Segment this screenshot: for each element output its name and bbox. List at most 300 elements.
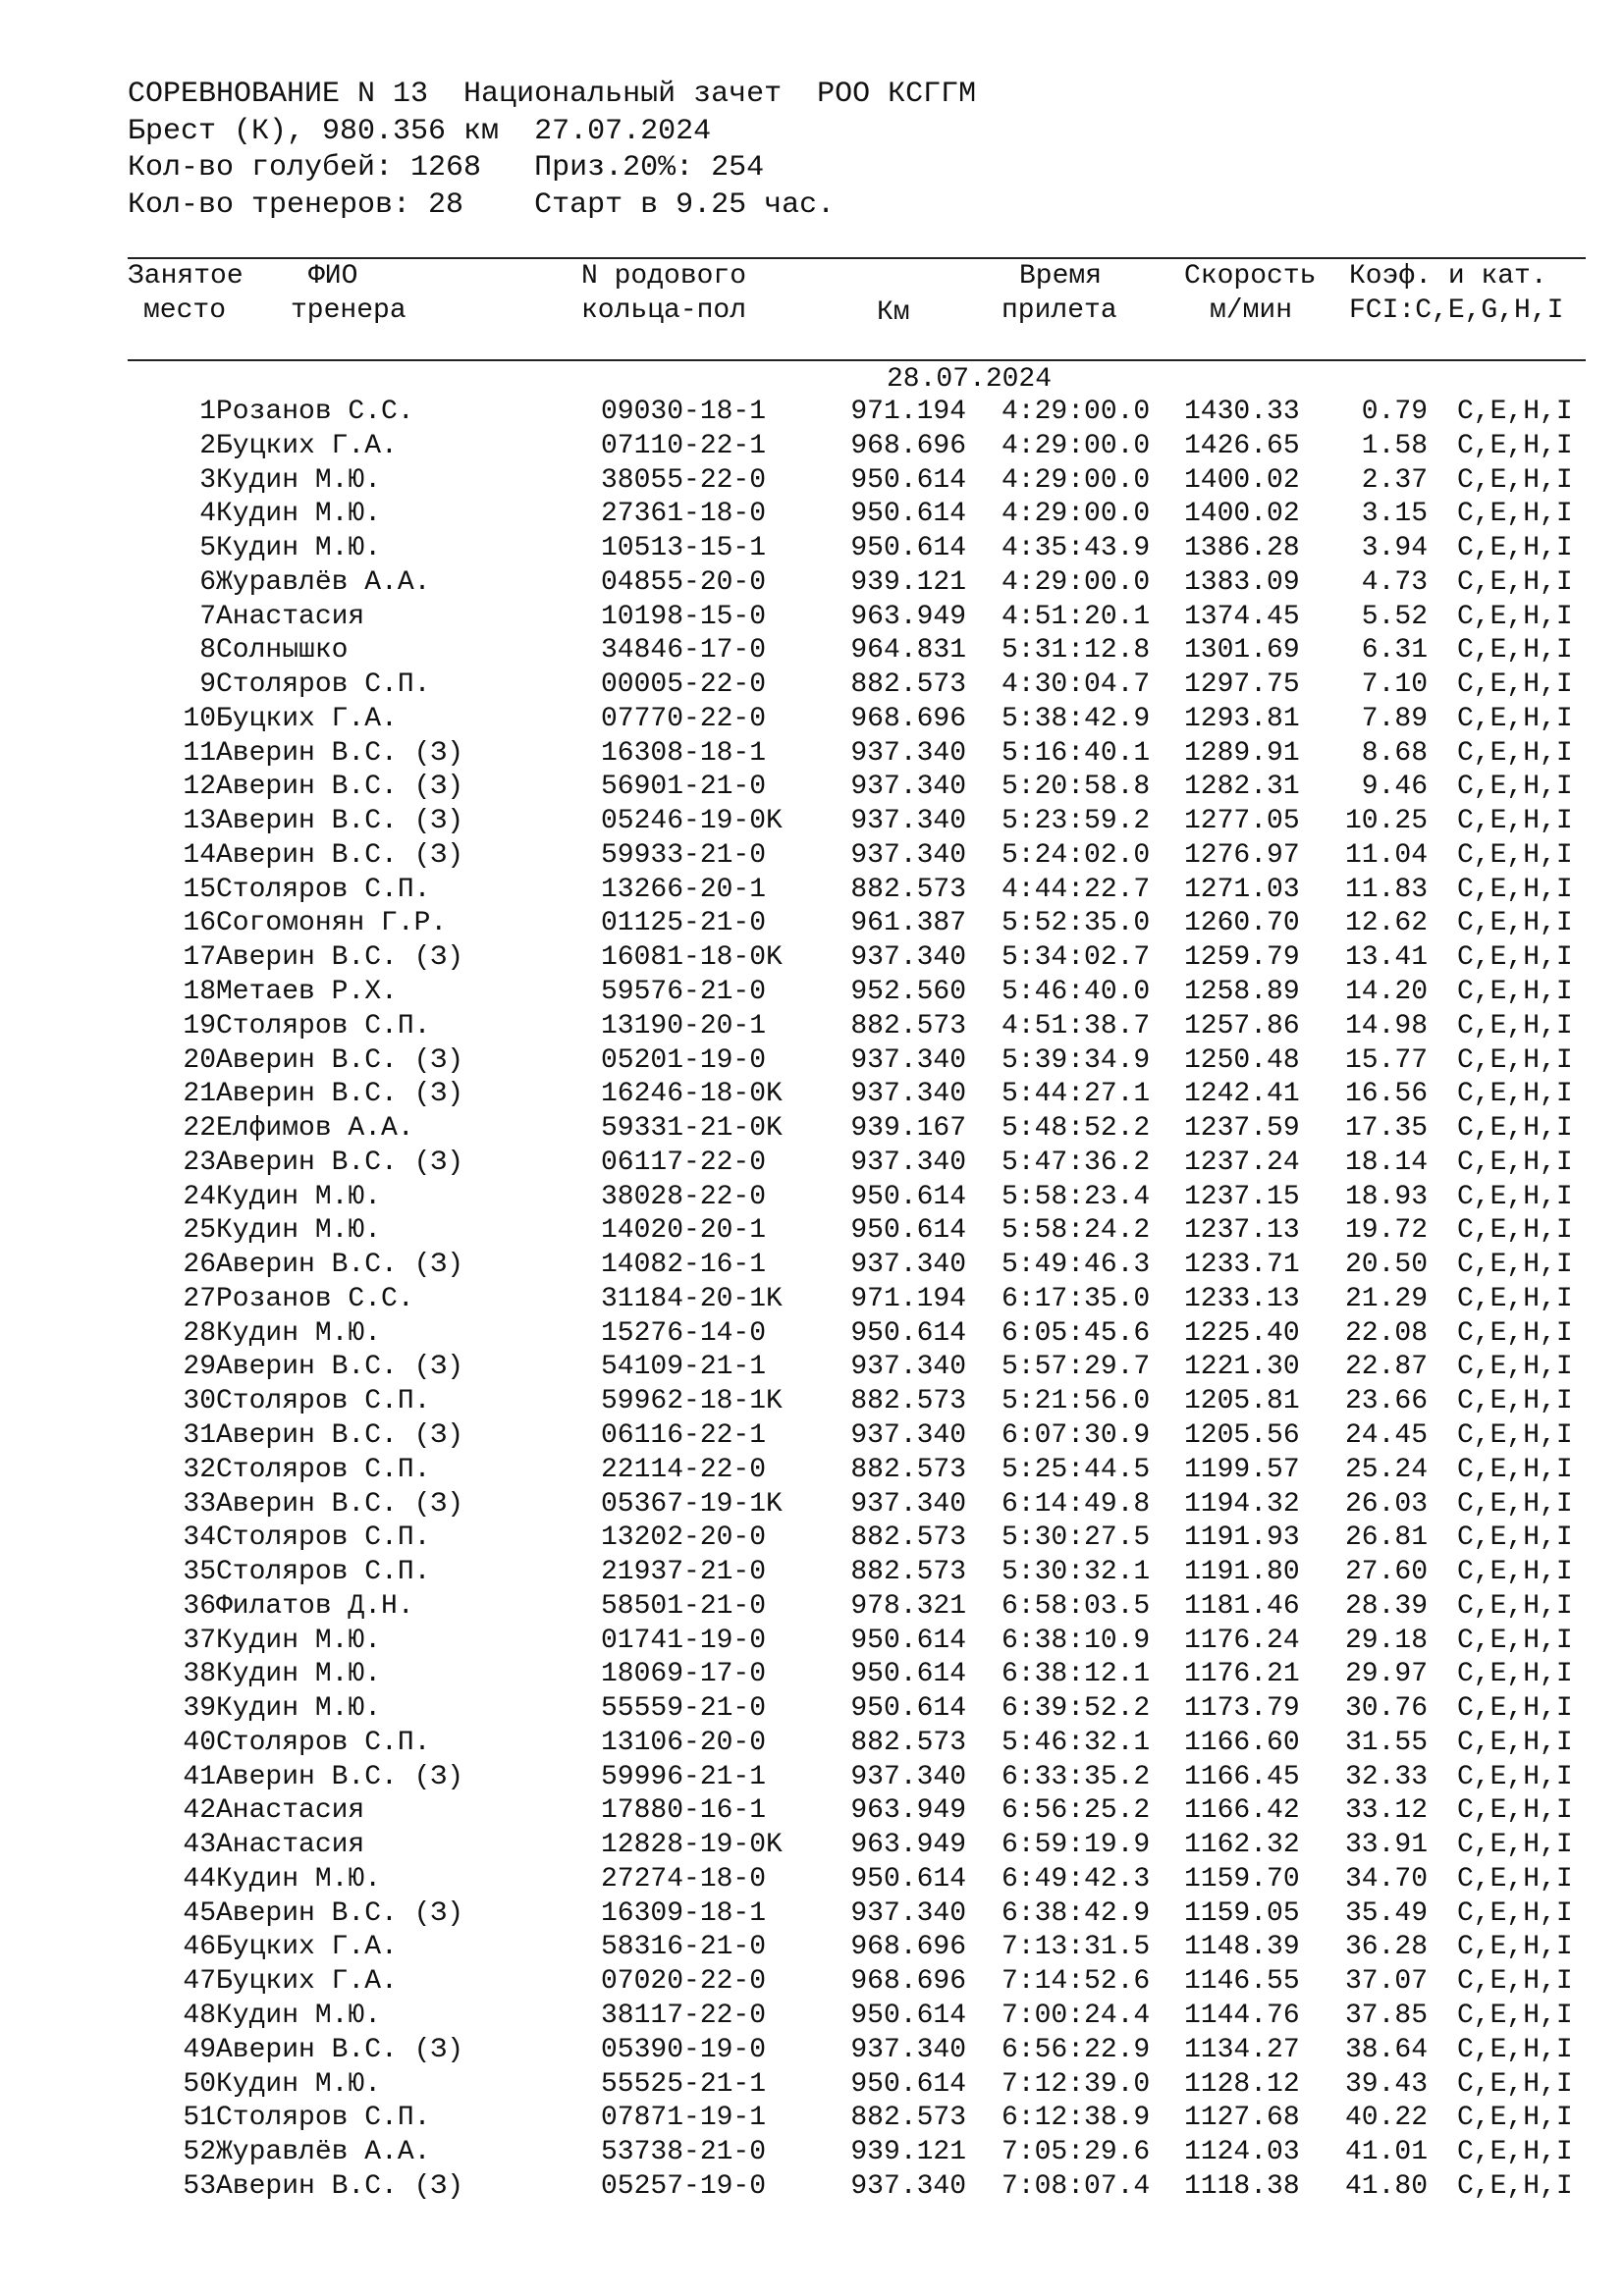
table-row bbox=[0, 1317, 1624, 1352]
speed-cell: 1194.32 bbox=[1184, 1488, 1300, 1520]
col-speed-header-1: Скорость bbox=[1184, 261, 1317, 292]
trainer-name-cell: Кудин М.Ю. bbox=[216, 533, 382, 564]
distance-cell: 971.194 bbox=[850, 397, 966, 427]
coefficient-cell: 33.12 bbox=[1344, 1795, 1428, 1827]
category-cell: C,E,H,I bbox=[1457, 601, 1573, 632]
ring-number-cell: 58316-21-0 bbox=[601, 1932, 767, 1963]
speed-cell: 1277.05 bbox=[1184, 806, 1300, 837]
trainer-name-cell: Буцких Г.А. bbox=[216, 1966, 398, 1998]
category-cell: C,E,H,I bbox=[1457, 1147, 1573, 1178]
trainer-name-cell: Столяров С.П. bbox=[216, 874, 431, 905]
ring-number-cell: 13202-20-0 bbox=[601, 1522, 767, 1554]
category-cell: C,E,H,I bbox=[1457, 635, 1573, 667]
arrival-time-cell: 7:08:07.4 bbox=[1001, 2170, 1151, 2202]
coefficient-cell: 36.28 bbox=[1344, 1932, 1428, 1963]
arrival-time-cell: 7:05:29.6 bbox=[1001, 2137, 1151, 2168]
distance-cell: 882.573 bbox=[850, 874, 966, 905]
ring-number-cell: 16246-18-0K bbox=[601, 1079, 783, 1110]
distance-cell: 950.614 bbox=[850, 1215, 966, 1247]
arrival-time-cell: 6:33:35.2 bbox=[1001, 1761, 1151, 1792]
col-name-header-2: тренера bbox=[291, 295, 406, 326]
table-row bbox=[0, 703, 1624, 737]
ring-number-cell: 05246-19-0K bbox=[601, 806, 783, 837]
coefficient-cell: 23.66 bbox=[1344, 1386, 1428, 1417]
trainer-name-cell: Столяров С.П. bbox=[216, 1386, 431, 1417]
category-cell: C,E,H,I bbox=[1457, 806, 1573, 837]
distance-cell: 882.573 bbox=[850, 1557, 966, 1588]
col-place-header-1: Занятое bbox=[128, 261, 244, 292]
category-cell: C,E,H,I bbox=[1457, 1215, 1573, 1247]
place-cell: 16 bbox=[183, 908, 216, 939]
ring-number-cell: 27274-18-0 bbox=[601, 1863, 767, 1895]
coefficient-cell: 10.25 bbox=[1344, 806, 1428, 837]
coefficient-cell: 35.49 bbox=[1344, 1897, 1428, 1929]
ring-number-cell: 05390-19-0 bbox=[601, 2034, 767, 2065]
coefficient-cell: 25.24 bbox=[1344, 1454, 1428, 1485]
trainers-start-time: Кол-во тренеров: 28 Старт в 9.25 час. bbox=[128, 188, 836, 222]
trainer-name-cell: Аверин В.С. (З) bbox=[216, 1419, 464, 1451]
distance-cell: 950.614 bbox=[850, 499, 966, 530]
coefficient-cell: 26.81 bbox=[1344, 1522, 1428, 1554]
trainer-name-cell: Аверин В.С. (З) bbox=[216, 1761, 464, 1792]
place-cell: 9 bbox=[199, 669, 216, 701]
trainer-name-cell: Аверин В.С. (З) bbox=[216, 737, 464, 769]
trainer-name-cell: Елфимов А.А. bbox=[216, 1113, 414, 1145]
speed-cell: 1148.39 bbox=[1184, 1932, 1300, 1963]
coefficient-cell: 0.79 bbox=[1361, 397, 1428, 427]
ring-number-cell: 13266-20-1 bbox=[601, 874, 767, 905]
ring-number-cell: 07020-22-0 bbox=[601, 1966, 767, 1998]
place-cell: 19 bbox=[183, 1010, 216, 1041]
table-row bbox=[0, 2034, 1624, 2068]
trainer-name-cell: Кудин М.Ю. bbox=[216, 1181, 382, 1212]
arrival-time-cell: 4:30:04.7 bbox=[1001, 669, 1151, 701]
coefficient-cell: 20.50 bbox=[1344, 1250, 1428, 1281]
trainer-name-cell: Анастасия bbox=[216, 1830, 365, 1861]
distance-cell: 964.831 bbox=[850, 635, 966, 667]
speed-cell: 1430.33 bbox=[1184, 397, 1300, 427]
arrival-time-cell: 4:29:00.0 bbox=[1001, 430, 1151, 461]
ring-number-cell: 06117-22-0 bbox=[601, 1147, 767, 1178]
distance-cell: 950.614 bbox=[850, 533, 966, 564]
speed-cell: 1237.59 bbox=[1184, 1113, 1300, 1145]
arrival-time-cell: 5:38:42.9 bbox=[1001, 703, 1151, 734]
ring-number-cell: 18069-17-0 bbox=[601, 1659, 767, 1690]
place-cell: 50 bbox=[183, 2068, 216, 2100]
pigeons-prize-count: Кол-во голубей: 1268 Приз.20%: 254 bbox=[128, 151, 765, 185]
coefficient-cell: 18.93 bbox=[1344, 1181, 1428, 1212]
category-cell: C,E,H,I bbox=[1457, 977, 1573, 1008]
arrival-time-cell: 6:56:22.9 bbox=[1001, 2034, 1151, 2065]
coefficient-cell: 5.52 bbox=[1361, 601, 1428, 632]
coefficient-cell: 37.85 bbox=[1344, 2000, 1428, 2031]
distance-cell: 939.121 bbox=[850, 2137, 966, 2168]
category-cell: C,E,H,I bbox=[1457, 1352, 1573, 1383]
ring-number-cell: 58501-21-0 bbox=[601, 1590, 767, 1622]
coefficient-cell: 12.62 bbox=[1344, 908, 1428, 939]
coefficient-cell: 34.70 bbox=[1344, 1863, 1428, 1895]
table-row bbox=[0, 1727, 1624, 1761]
category-cell: C,E,H,I bbox=[1457, 874, 1573, 905]
category-cell: C,E,H,I bbox=[1457, 908, 1573, 939]
trainer-name-cell: Кудин М.Ю. bbox=[216, 1625, 382, 1656]
col-coef-header-1: Коэф. и кат. bbox=[1349, 261, 1547, 292]
arrival-time-cell: 4:29:00.0 bbox=[1001, 397, 1151, 427]
speed-cell: 1118.38 bbox=[1184, 2170, 1300, 2202]
coefficient-cell: 15.77 bbox=[1344, 1044, 1428, 1076]
table-row bbox=[0, 601, 1624, 635]
coefficient-cell: 14.98 bbox=[1344, 1010, 1428, 1041]
distance-cell: 882.573 bbox=[850, 1386, 966, 1417]
coefficient-cell: 2.37 bbox=[1361, 464, 1428, 496]
coefficient-cell: 11.83 bbox=[1344, 874, 1428, 905]
speed-cell: 1282.31 bbox=[1184, 772, 1300, 803]
table-row bbox=[0, 1385, 1624, 1419]
speed-cell: 1127.68 bbox=[1184, 2103, 1300, 2134]
place-cell: 10 bbox=[183, 703, 216, 734]
trainer-name-cell: Согомонян Г.Р. bbox=[216, 908, 448, 939]
distance-cell: 937.340 bbox=[850, 1761, 966, 1792]
trainer-name-cell: Метаев Р.Х. bbox=[216, 977, 398, 1008]
trainer-name-cell: Аверин В.С. (З) bbox=[216, 942, 464, 974]
ring-number-cell: 01741-19-0 bbox=[601, 1625, 767, 1656]
arrival-time-cell: 7:00:24.4 bbox=[1001, 2000, 1151, 2031]
competition-title: СОРЕВНОВАНИЕ N 13 Национальный зачет РОО КСГГМ bbox=[128, 78, 977, 111]
place-cell: 44 bbox=[183, 1863, 216, 1895]
table-row bbox=[0, 839, 1624, 874]
coefficient-cell: 30.76 bbox=[1344, 1693, 1428, 1725]
speed-cell: 1259.79 bbox=[1184, 942, 1300, 974]
arrival-time-cell: 5:47:36.2 bbox=[1001, 1147, 1151, 1178]
ring-number-cell: 59576-21-0 bbox=[601, 977, 767, 1008]
table-row bbox=[0, 464, 1624, 499]
trainer-name-cell: Кудин М.Ю. bbox=[216, 1659, 382, 1690]
distance-cell: 963.949 bbox=[850, 1795, 966, 1827]
category-cell: C,E,H,I bbox=[1457, 1863, 1573, 1895]
arrival-time-cell: 5:48:52.2 bbox=[1001, 1113, 1151, 1145]
place-cell: 46 bbox=[183, 1932, 216, 1963]
trainer-name-cell: Аверин В.С. (З) bbox=[216, 1147, 464, 1178]
arrival-time-cell: 5:58:24.2 bbox=[1001, 1215, 1151, 1247]
header-bottom-rule bbox=[128, 359, 1586, 361]
col-km-header: Км bbox=[877, 297, 910, 328]
trainer-name-cell: Аверин В.С. (З) bbox=[216, 2170, 464, 2202]
arrival-time-cell: 5:24:02.0 bbox=[1001, 839, 1151, 871]
trainer-name-cell: Аверин В.С. (З) bbox=[216, 1250, 464, 1281]
distance-cell: 937.340 bbox=[850, 1147, 966, 1178]
trainer-name-cell: Столяров С.П. bbox=[216, 1454, 431, 1485]
category-cell: C,E,H,I bbox=[1457, 1044, 1573, 1076]
arrival-time-cell: 5:16:40.1 bbox=[1001, 737, 1151, 769]
coefficient-cell: 3.94 bbox=[1361, 533, 1428, 564]
table-row bbox=[0, 1794, 1624, 1829]
speed-cell: 1250.48 bbox=[1184, 1044, 1300, 1076]
speed-cell: 1162.32 bbox=[1184, 1830, 1300, 1861]
trainer-name-cell: Филатов Д.Н. bbox=[216, 1590, 414, 1622]
distance-cell: 968.696 bbox=[850, 430, 966, 461]
table-row bbox=[0, 2136, 1624, 2170]
col-place-header-2: место bbox=[143, 295, 227, 326]
place-cell: 22 bbox=[183, 1113, 216, 1145]
speed-cell: 1386.28 bbox=[1184, 533, 1300, 564]
category-cell: C,E,H,I bbox=[1457, 1625, 1573, 1656]
table-row bbox=[0, 2102, 1624, 2136]
category-cell: C,E,H,I bbox=[1457, 533, 1573, 564]
arrival-time-cell: 5:23:59.2 bbox=[1001, 806, 1151, 837]
coefficient-cell: 19.72 bbox=[1344, 1215, 1428, 1247]
coefficient-cell: 41.01 bbox=[1344, 2137, 1428, 2168]
trainer-name-cell: Кудин М.Ю. bbox=[216, 499, 382, 530]
ring-number-cell: 05367-19-1K bbox=[601, 1488, 783, 1520]
category-cell: C,E,H,I bbox=[1457, 1966, 1573, 1998]
speed-cell: 1289.91 bbox=[1184, 737, 1300, 769]
speed-cell: 1257.86 bbox=[1184, 1010, 1300, 1041]
ring-number-cell: 54109-21-1 bbox=[601, 1352, 767, 1383]
table-row bbox=[0, 2068, 1624, 2103]
coefficient-cell: 18.14 bbox=[1344, 1147, 1428, 1178]
trainer-name-cell: Розанов С.С. bbox=[216, 397, 414, 427]
arrival-time-cell: 5:46:32.1 bbox=[1001, 1727, 1151, 1758]
place-cell: 33 bbox=[183, 1488, 216, 1520]
table-row bbox=[0, 1044, 1624, 1079]
place-cell: 18 bbox=[183, 977, 216, 1008]
arrival-time-cell: 6:49:42.3 bbox=[1001, 1863, 1151, 1895]
speed-cell: 1426.65 bbox=[1184, 430, 1300, 461]
category-cell: C,E,H,I bbox=[1457, 464, 1573, 496]
distance-cell: 961.387 bbox=[850, 908, 966, 939]
arrival-time-cell: 4:29:00.0 bbox=[1001, 464, 1151, 496]
category-cell: C,E,H,I bbox=[1457, 1386, 1573, 1417]
trainer-name-cell: Розанов С.С. bbox=[216, 1283, 414, 1314]
arrival-time-cell: 5:31:12.8 bbox=[1001, 635, 1151, 667]
arrival-time-cell: 4:35:43.9 bbox=[1001, 533, 1151, 564]
speed-cell: 1191.80 bbox=[1184, 1557, 1300, 1588]
speed-cell: 1199.57 bbox=[1184, 1454, 1300, 1485]
distance-cell: 937.340 bbox=[850, 2034, 966, 2065]
coefficient-cell: 24.45 bbox=[1344, 1419, 1428, 1451]
speed-cell: 1374.45 bbox=[1184, 601, 1300, 632]
trainer-name-cell: Анастасия bbox=[216, 601, 365, 632]
table-row bbox=[0, 1454, 1624, 1488]
arrival-time-cell: 7:13:31.5 bbox=[1001, 1932, 1151, 1963]
arrival-time-cell: 6:17:35.0 bbox=[1001, 1283, 1151, 1314]
speed-cell: 1301.69 bbox=[1184, 635, 1300, 667]
ring-number-cell: 38117-22-0 bbox=[601, 2000, 767, 2031]
ring-number-cell: 16081-18-0K bbox=[601, 942, 783, 974]
distance-cell: 937.340 bbox=[850, 1352, 966, 1383]
category-cell: C,E,H,I bbox=[1457, 1795, 1573, 1827]
category-cell: C,E,H,I bbox=[1457, 1113, 1573, 1145]
coefficient-cell: 38.64 bbox=[1344, 2034, 1428, 2065]
arrival-time-cell: 5:58:23.4 bbox=[1001, 1181, 1151, 1212]
speed-cell: 1191.93 bbox=[1184, 1522, 1300, 1554]
place-cell: 5 bbox=[199, 533, 216, 564]
category-cell: C,E,H,I bbox=[1457, 669, 1573, 701]
coefficient-cell: 39.43 bbox=[1344, 2068, 1428, 2100]
distance-cell: 882.573 bbox=[850, 669, 966, 701]
coefficient-cell: 17.35 bbox=[1344, 1113, 1428, 1145]
col-ring-header-2: кольца-пол bbox=[581, 295, 747, 326]
place-cell: 34 bbox=[183, 1522, 216, 1554]
coefficient-cell: 29.18 bbox=[1344, 1625, 1428, 1656]
distance-cell: 937.340 bbox=[850, 1044, 966, 1076]
arrival-time-cell: 5:20:58.8 bbox=[1001, 772, 1151, 803]
distance-cell: 939.121 bbox=[850, 566, 966, 598]
place-cell: 8 bbox=[199, 635, 216, 667]
table-row bbox=[0, 1078, 1624, 1112]
race-location-date: Брест (К), 980.356 км 27.07.2024 bbox=[128, 115, 712, 148]
place-cell: 49 bbox=[183, 2034, 216, 2065]
category-cell: C,E,H,I bbox=[1457, 1590, 1573, 1622]
category-cell: C,E,H,I bbox=[1457, 2068, 1573, 2100]
trainer-name-cell: Аверин В.С. (З) bbox=[216, 1352, 464, 1383]
table-row bbox=[0, 1351, 1624, 1385]
speed-cell: 1176.24 bbox=[1184, 1625, 1300, 1656]
table-row bbox=[0, 1658, 1624, 1692]
place-cell: 26 bbox=[183, 1250, 216, 1281]
speed-cell: 1293.81 bbox=[1184, 703, 1300, 734]
place-cell: 42 bbox=[183, 1795, 216, 1827]
speed-cell: 1221.30 bbox=[1184, 1352, 1300, 1383]
place-cell: 29 bbox=[183, 1352, 216, 1383]
distance-cell: 950.614 bbox=[850, 1181, 966, 1212]
arrival-time-cell: 4:29:00.0 bbox=[1001, 499, 1151, 530]
trainer-name-cell: Кудин М.Ю. bbox=[216, 1215, 382, 1247]
table-row bbox=[0, 1761, 1624, 1795]
trainer-name-cell: Столяров С.П. bbox=[216, 2103, 431, 2134]
ring-number-cell: 05257-19-0 bbox=[601, 2170, 767, 2202]
speed-cell: 1237.15 bbox=[1184, 1181, 1300, 1212]
place-cell: 6 bbox=[199, 566, 216, 598]
place-cell: 32 bbox=[183, 1454, 216, 1485]
ring-number-cell: 17880-16-1 bbox=[601, 1795, 767, 1827]
category-cell: C,E,H,I bbox=[1457, 1317, 1573, 1349]
table-row bbox=[0, 1863, 1624, 1897]
table-row bbox=[0, 1283, 1624, 1317]
ring-number-cell: 16309-18-1 bbox=[601, 1897, 767, 1929]
ring-number-cell: 27361-18-0 bbox=[601, 499, 767, 530]
arrival-time-cell: 6:12:38.9 bbox=[1001, 2103, 1151, 2134]
table-row bbox=[0, 737, 1624, 772]
coefficient-cell: 4.73 bbox=[1361, 566, 1428, 598]
ring-number-cell: 56901-21-0 bbox=[601, 772, 767, 803]
place-cell: 47 bbox=[183, 1966, 216, 1998]
category-cell: C,E,H,I bbox=[1457, 1079, 1573, 1110]
speed-cell: 1181.46 bbox=[1184, 1590, 1300, 1622]
table-row bbox=[0, 1249, 1624, 1283]
category-cell: C,E,H,I bbox=[1457, 942, 1573, 974]
distance-cell: 939.167 bbox=[850, 1113, 966, 1145]
trainer-name-cell: Столяров С.П. bbox=[216, 669, 431, 701]
speed-cell: 1383.09 bbox=[1184, 566, 1300, 598]
ring-number-cell: 38055-22-0 bbox=[601, 464, 767, 496]
ring-number-cell: 07110-22-1 bbox=[601, 430, 767, 461]
coefficient-cell: 22.87 bbox=[1344, 1352, 1428, 1383]
ring-number-cell: 59933-21-0 bbox=[601, 839, 767, 871]
trainer-name-cell: Аверин В.С. (З) bbox=[216, 839, 464, 871]
ring-number-cell: 15276-14-0 bbox=[601, 1317, 767, 1349]
arrival-time-cell: 6:14:49.8 bbox=[1001, 1488, 1151, 1520]
distance-cell: 937.340 bbox=[850, 1419, 966, 1451]
arrival-time-cell: 5:30:32.1 bbox=[1001, 1557, 1151, 1588]
place-cell: 27 bbox=[183, 1283, 216, 1314]
speed-cell: 1237.13 bbox=[1184, 1215, 1300, 1247]
speed-cell: 1134.27 bbox=[1184, 2034, 1300, 2065]
table-row bbox=[0, 1214, 1624, 1249]
ring-number-cell: 06116-22-1 bbox=[601, 1419, 767, 1451]
coefficient-cell: 37.07 bbox=[1344, 1966, 1428, 1998]
distance-cell: 937.340 bbox=[850, 806, 966, 837]
ring-number-cell: 14082-16-1 bbox=[601, 1250, 767, 1281]
speed-cell: 1124.03 bbox=[1184, 2137, 1300, 2168]
place-cell: 28 bbox=[183, 1317, 216, 1349]
ring-number-cell: 59962-18-1K bbox=[601, 1386, 783, 1417]
trainer-name-cell: Кудин М.Ю. bbox=[216, 1317, 382, 1349]
trainer-name-cell: Столяров С.П. bbox=[216, 1557, 431, 1588]
table-row bbox=[0, 668, 1624, 703]
distance-cell: 950.614 bbox=[850, 2068, 966, 2100]
place-cell: 23 bbox=[183, 1147, 216, 1178]
place-cell: 1 bbox=[199, 397, 216, 427]
table-row bbox=[0, 874, 1624, 908]
distance-cell: 968.696 bbox=[850, 703, 966, 734]
category-cell: C,E,H,I bbox=[1457, 2034, 1573, 2065]
place-cell: 38 bbox=[183, 1659, 216, 1690]
speed-cell: 1159.70 bbox=[1184, 1863, 1300, 1895]
category-cell: C,E,H,I bbox=[1457, 2000, 1573, 2031]
table-row bbox=[0, 2000, 1624, 2034]
distance-cell: 963.949 bbox=[850, 601, 966, 632]
coefficient-cell: 1.58 bbox=[1361, 430, 1428, 461]
distance-cell: 937.340 bbox=[850, 839, 966, 871]
arrival-time-cell: 6:38:10.9 bbox=[1001, 1625, 1151, 1656]
place-cell: 7 bbox=[199, 601, 216, 632]
category-cell: C,E,H,I bbox=[1457, 839, 1573, 871]
trainer-name-cell: Анастасия bbox=[216, 1795, 365, 1827]
table-row bbox=[0, 1692, 1624, 1727]
category-cell: C,E,H,I bbox=[1457, 499, 1573, 530]
coefficient-cell: 22.08 bbox=[1344, 1317, 1428, 1349]
arrival-time-cell: 5:39:34.9 bbox=[1001, 1044, 1151, 1076]
table-row bbox=[0, 2170, 1624, 2205]
arrival-time-cell: 5:46:40.0 bbox=[1001, 977, 1151, 1008]
table-row bbox=[0, 1556, 1624, 1590]
place-cell: 40 bbox=[183, 1727, 216, 1758]
ring-number-cell: 38028-22-0 bbox=[601, 1181, 767, 1212]
speed-cell: 1159.05 bbox=[1184, 1897, 1300, 1929]
speed-cell: 1225.40 bbox=[1184, 1317, 1300, 1349]
distance-cell: 937.340 bbox=[850, 1250, 966, 1281]
arrival-time-cell: 6:39:52.2 bbox=[1001, 1693, 1151, 1725]
arrival-date: 28.07.2024 bbox=[887, 364, 1053, 395]
table-row bbox=[0, 771, 1624, 805]
arrival-time-cell: 5:21:56.0 bbox=[1001, 1386, 1151, 1417]
ring-number-cell: 10198-15-0 bbox=[601, 601, 767, 632]
ring-number-cell: 09030-18-1 bbox=[601, 397, 767, 427]
speed-cell: 1271.03 bbox=[1184, 874, 1300, 905]
table-row bbox=[0, 907, 1624, 941]
category-cell: C,E,H,I bbox=[1457, 2103, 1573, 2134]
arrival-time-cell: 6:05:45.6 bbox=[1001, 1317, 1151, 1349]
table-row bbox=[0, 498, 1624, 532]
distance-cell: 882.573 bbox=[850, 1010, 966, 1041]
speed-cell: 1146.55 bbox=[1184, 1966, 1300, 1998]
ring-number-cell: 31184-20-1K bbox=[601, 1283, 783, 1314]
place-cell: 13 bbox=[183, 806, 216, 837]
ring-number-cell: 10513-15-1 bbox=[601, 533, 767, 564]
category-cell: C,E,H,I bbox=[1457, 1419, 1573, 1451]
category-cell: C,E,H,I bbox=[1457, 1830, 1573, 1861]
